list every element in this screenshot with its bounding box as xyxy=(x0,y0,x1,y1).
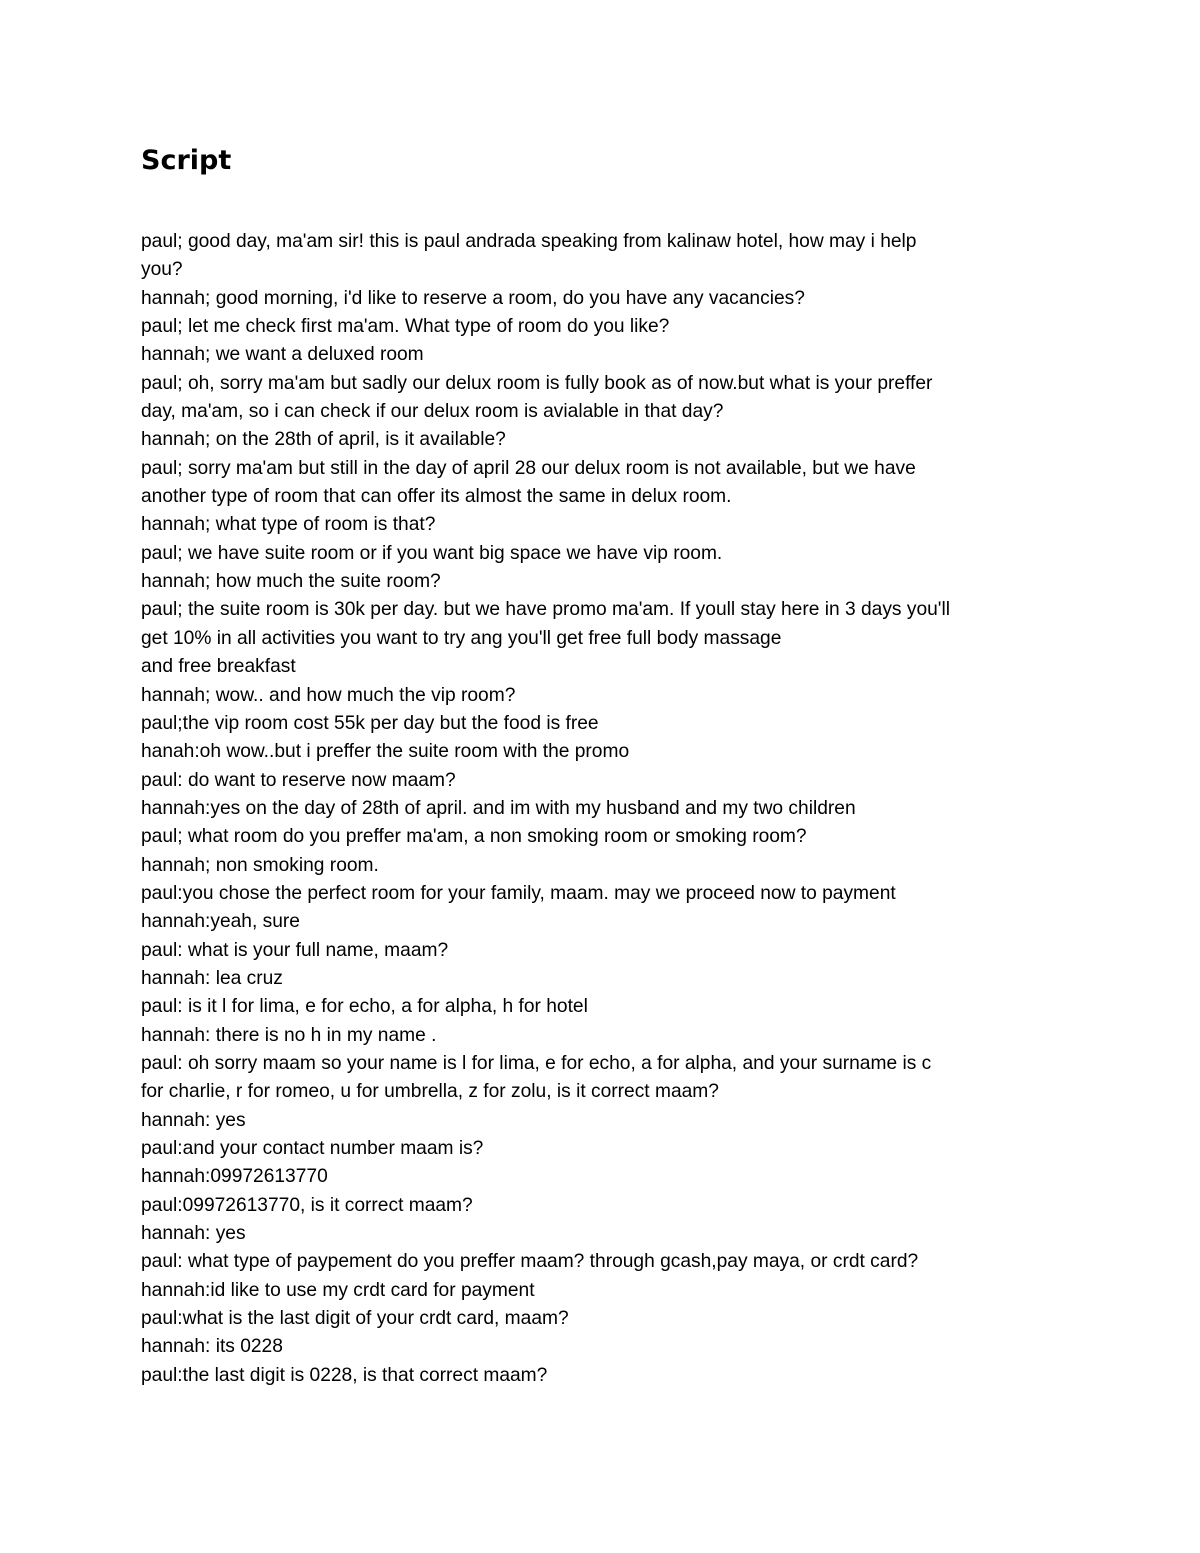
script-line: get 10% in all activities you want to try ang you'll get free full body massage xyxy=(141,627,782,649)
script-line: paul; oh, sorry ma'am but sadly our delux room is fully book as of now.but what is your preffer xyxy=(141,372,933,394)
script-body xyxy=(141,228,1061,1390)
script-line: paul: what is your full name, maam? xyxy=(141,939,449,961)
script-line: hannah: lea cruz xyxy=(141,967,283,989)
script-line: hannah: there is no h in my name . xyxy=(141,1024,437,1046)
script-line: paul: do want to reserve now maam? xyxy=(141,769,456,791)
script-line: paul:what is the last digit of your crdt card, maam? xyxy=(141,1308,569,1330)
script-line: paul: is it l for lima, e for echo, a for alpha, h for hotel xyxy=(141,996,588,1018)
script-line: hannah; non smoking room. xyxy=(141,854,379,876)
script-line: paul:09972613770, is it correct maam? xyxy=(141,1194,473,1216)
script-line: paul;the vip room cost 55k per day but the food is free xyxy=(141,712,599,734)
script-line: paul; let me check first ma'am. What type of room do you like? xyxy=(141,316,670,338)
script-line: hannah: yes xyxy=(141,1109,246,1131)
script-line: paul; the suite room is 30k per day. but we have promo ma'am. If youll stay here in 3 days you'll xyxy=(141,599,950,621)
script-line: hannah; good morning, i'd like to reserve a room, do you have any vacancies? xyxy=(141,287,805,309)
script-line: hannah; on the 28th of april, is it available? xyxy=(141,429,506,451)
script-line: paul: oh sorry maam so your name is l for lima, e for echo, a for alpha, and your surname is c xyxy=(141,1052,932,1074)
script-line: paul; what room do you preffer ma'am, a non smoking room or smoking room? xyxy=(141,826,807,848)
script-line: hannah:yes on the day of 28th of april. and im with my husband and my two children xyxy=(141,797,856,819)
document-title: Script xyxy=(141,145,232,176)
script-line: another type of room that can offer its almost the same in delux room. xyxy=(141,486,732,508)
script-line: hannah; we want a deluxed room xyxy=(141,344,424,366)
script-line: paul; sorry ma'am but still in the day of april 28 our delux room is not available, but we have xyxy=(141,457,916,479)
script-line: paul; good day, ma'am sir! this is paul andrada speaking from kalinaw hotel, how may i help xyxy=(141,231,917,252)
script-line: hannah:id like to use my crdt card for payment xyxy=(141,1279,535,1301)
script-line: you? xyxy=(141,259,183,281)
script-line: hannah; wow.. and how much the vip room? xyxy=(141,684,516,706)
script-line: paul:the last digit is 0228, is that correct maam? xyxy=(141,1364,548,1386)
script-line: paul:you chose the perfect room for your family, maam. may we proceed now to payment xyxy=(141,882,896,904)
script-line: and free breakfast xyxy=(141,656,296,678)
script-line: day, ma'am, so i can check if our delux room is avialable in that day? xyxy=(141,401,724,423)
script-line: hanah:oh wow..but i preffer the suite room with the promo xyxy=(141,741,630,763)
script-line: hannah; how much the suite room? xyxy=(141,571,441,593)
script-line: paul:and your contact number maam is? xyxy=(141,1138,484,1159)
script-line: hannah: its 0228 xyxy=(141,1336,283,1358)
script-line: hannah: yes xyxy=(141,1223,246,1245)
script-line: for charlie, r for romeo, u for umbrella, z for zolu, is it correct maam? xyxy=(141,1081,719,1103)
script-line: hannah:09972613770 xyxy=(141,1166,328,1188)
script-line: paul; we have suite room or if you want big space we have vip room. xyxy=(141,542,723,564)
script-line: hannah:yeah, sure xyxy=(141,911,300,933)
script-line: paul: what type of paypement do you preffer maam? through gcash,pay maya, or crdt card? xyxy=(141,1251,919,1273)
script-line: hannah; what type of room is that? xyxy=(141,514,436,536)
